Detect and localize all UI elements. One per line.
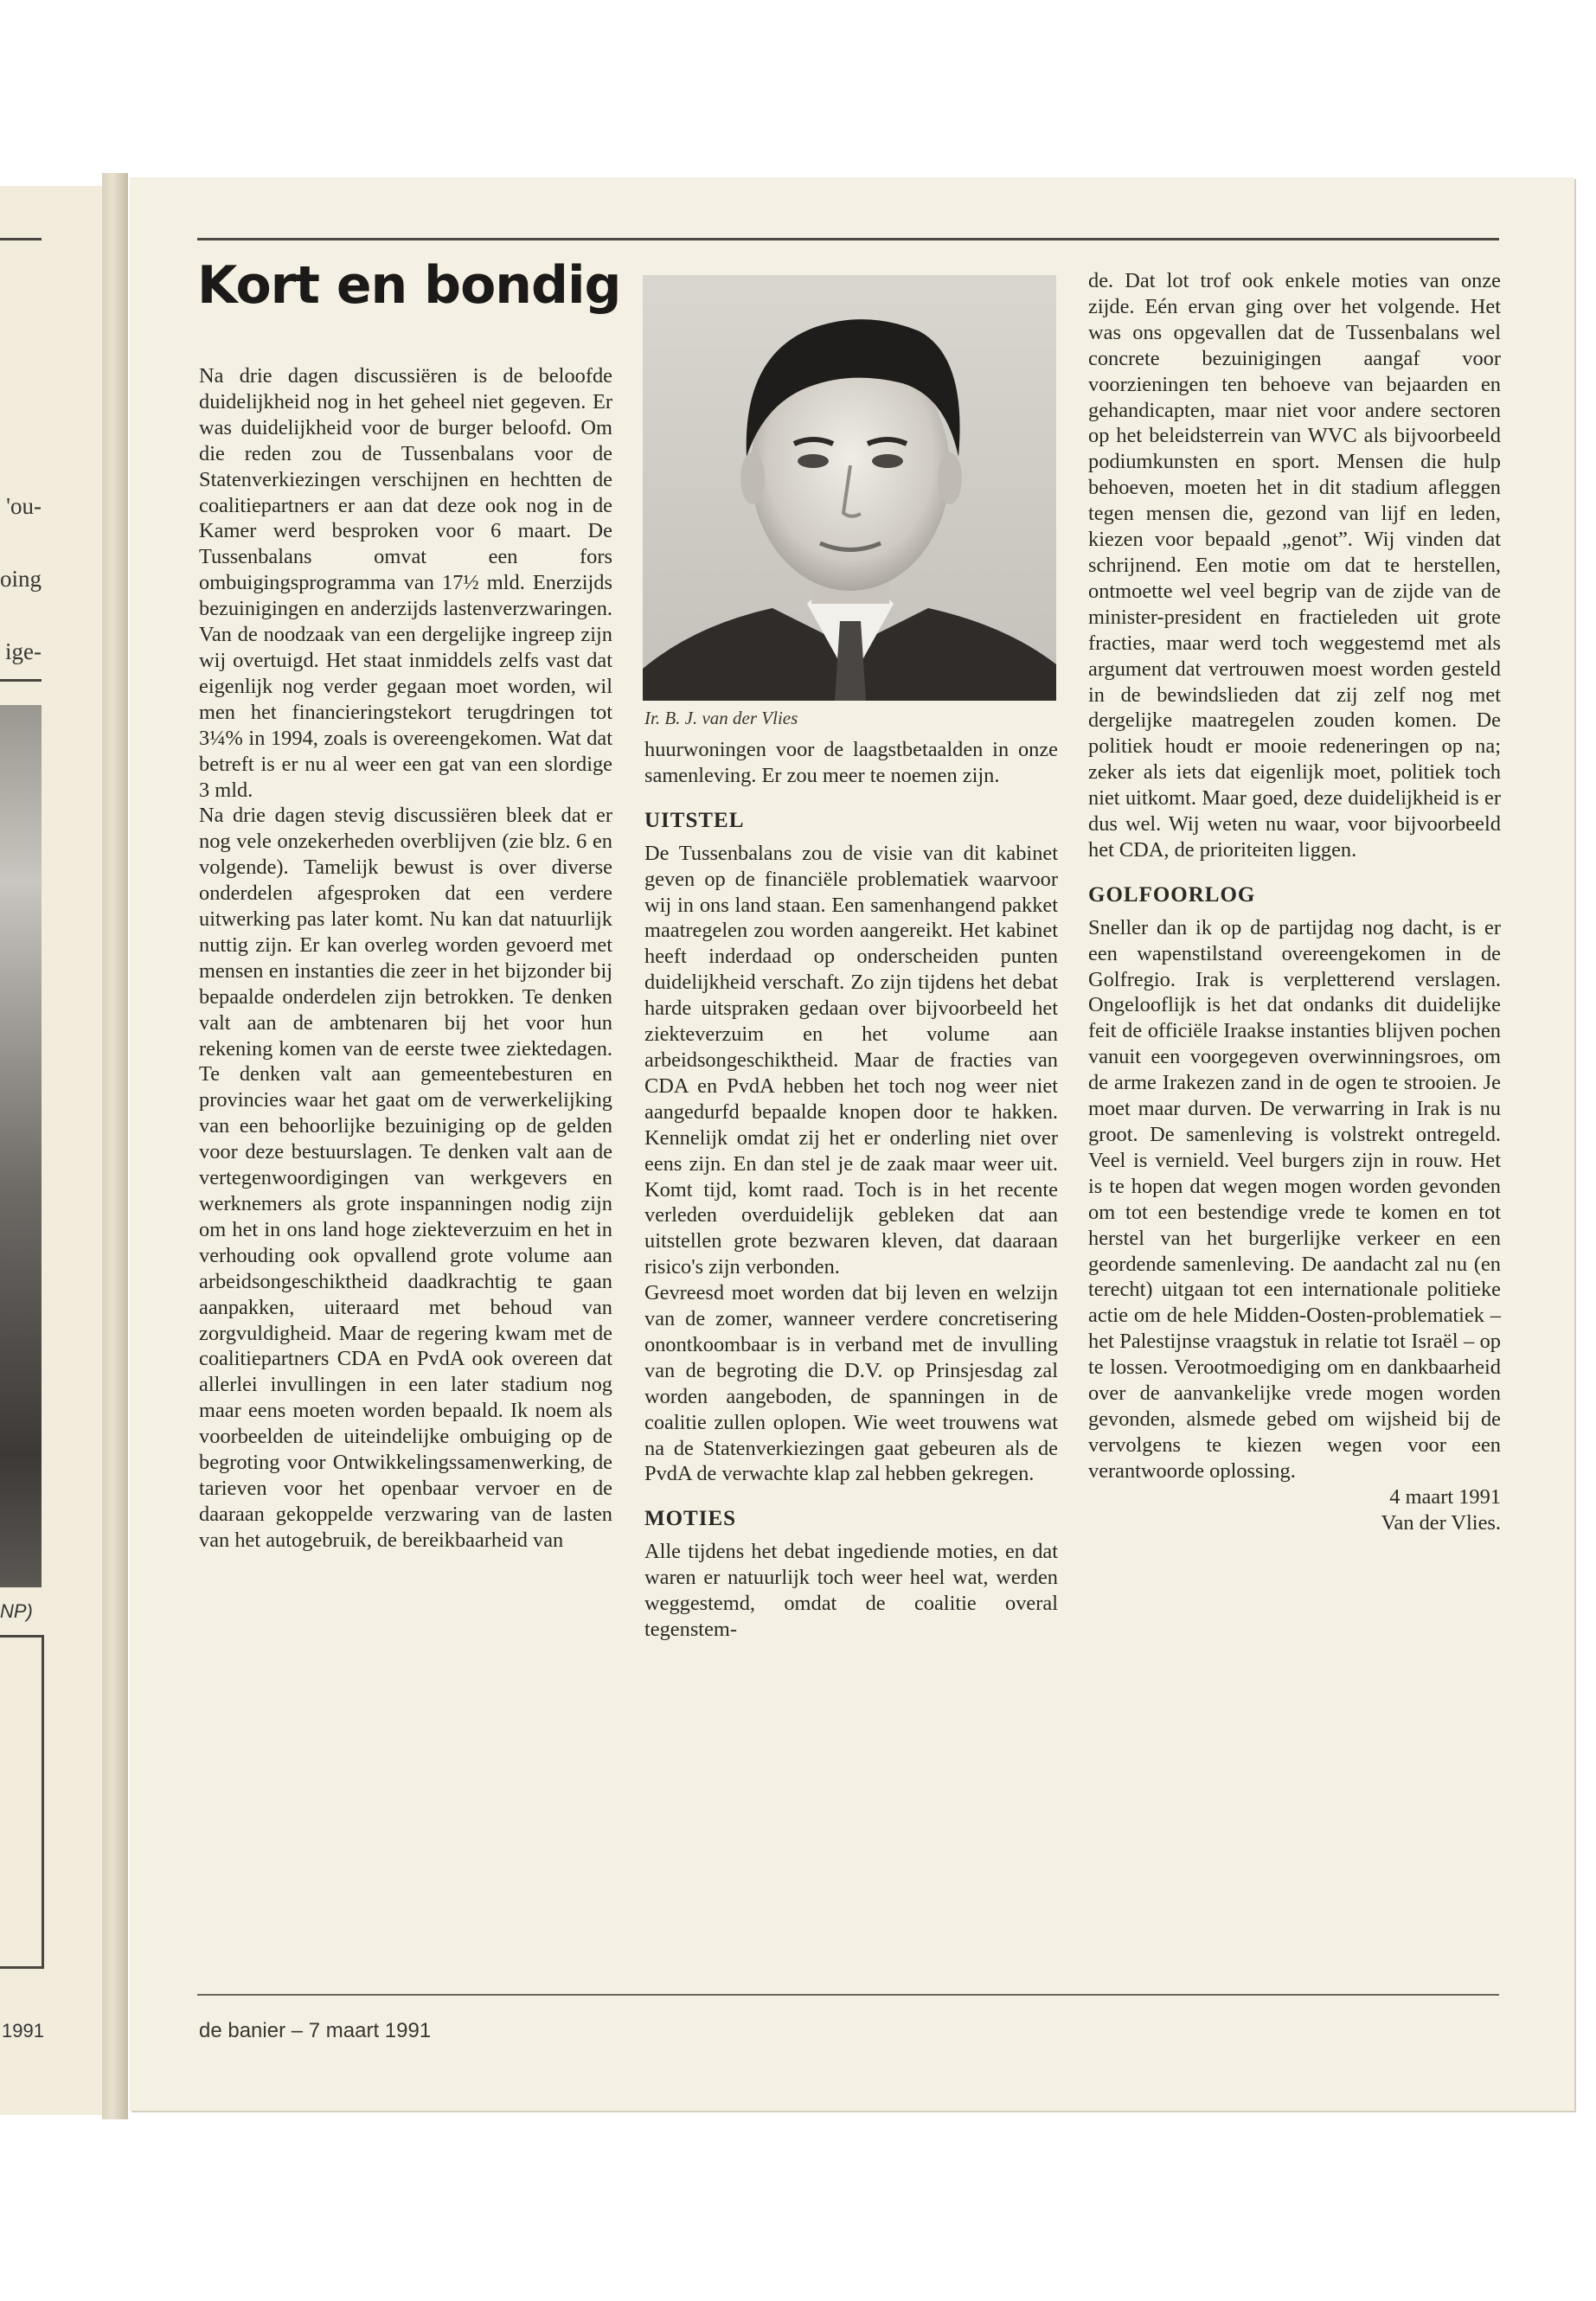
fragment: 'ou-	[6, 493, 42, 519]
paragraph: Sneller dan ik op de partijdag nog dacht, is er een wapenstilstand overeengekomen in de Golfregio. Irak is verpletterend verslagen. Ongelooflijk is het dat ondanks dit duidelijke feit de officiële Iraakse instanties blijven pochen vanuit een voorgegeven overwinningsroes, om de arme Irakezen zand in de ogen te strooien. Je moet maar durven. De verwarring in Irak is nu groot. De samenleving is volstrekt ontregeld. Veel is vernield. Veel burgers zijn in rouw. Het is te hopen dat wegen mogen worden gevonden om tot een bestendige vrede te komen en tot herstel van het burgerlijke verkeer en een geordende samenleving. De aandacht zal nu (en terecht) uitgaan tot een internationale politieke actie om de hele Midden-Oosten-problematiek – het Palestijnse vraagstuk in relatie tot Israël – op te lossen. Verootmoediging om en dankbaarheid over de aanvankelijke vrede mogen worden gevonden, alsmede gebed om wijsheid bij de vervolgens te kiezen wegen voor een verantwoorde oplossing.	[1088, 915, 1501, 1483]
portrait-image	[643, 275, 1056, 701]
article-title: Kort en bondig	[197, 255, 621, 316]
column-1	[199, 363, 612, 1554]
paragraph: De Tussenbalans zou de visie van dit kabinet geven op de financiële problematiek waarvoor wij in ons land staan. Een samenhangend pakket maatregelen zou worden aangereikt. Het kabinet heeft inderdaad op onderscheiden punten duidelijkheid verschaft. Zo zijn tijdens het debat harde uitspraken gedaan over bijvoorbeeld het ziekteverzuim en het volume aan arbeidsongeschiktheid. Maar de fracties van CDA en PvdA hebben het toch nog weer niet aangedurfd bepaalde knopen door te hakken. Kennelijk omdat zij het er onderling niet over eens zijn. En dan stel je de zaak maar weer uit. Komt tijd, komt raad. Toch is in het recente verleden overduidelijk gebleken dat aan uitstellen grote bezwaren kleven, dat daaraan risico's zijn verbonden.	[644, 841, 1058, 1279]
section-heading-uitstel: UITSTEL	[644, 808, 745, 832]
photo-caption: Ir. B. J. van der Vlies	[644, 708, 798, 728]
previous-page-photo	[0, 705, 42, 1587]
paragraph: Na drie dagen stevig discussiëren bleek dat er nog vele onzekerheden overblijven (zie blz. 6 en volgende). Tamelijk bewust is over diverse onderdelen afgesproken dat een verdere uitwerking pas later komt. Nu kan dat natuurlijk nuttig zijn. Er kan overleg worden gevoerd met mensen en instanties die zeer in het bijzonder bij bepaalde onderdelen zijn betrokken. Te denken valt aan de ambtenaren bij het voor hun rekening komen van de eerste twee ziektedagen. Te denken valt aan gemeentebesturen en provincies waar het gaat om de verwerkelijking van een behoorlijke bezuiniging op de gelden voor deze bestuurslagen. Te denken valt aan de vertegenwoordigingen van werkgevers en werknemers als grote inspanningen nodig zijn om het in ons land hoge ziekteverzuim en het in verhouding ook opvallend grote volume aan arbeidsongeschiktheid daadkrachtig te gaan aanpakken, uiteraard met behoud van zorgvuldigheid. Maar de regering kwam met de coalitiepartners CDA en PvdA ook overeen dat allerlei invullingen in een later stadium nog maar eens moeten worden bepaald. Ik noem als voorbeelden de uiteindelijke ombuiging op de begroting voor Ontwikkelingssamenwerking, de tarieven voor het openbaar vervoer en de daaraan gekoppelde verzwaring van de lasten van het autogebruik, de bereikbaarheid van	[199, 804, 612, 1552]
portrait-photo	[643, 275, 1056, 701]
paragraph: Na drie dagen discussiëren is de beloofde duidelijkheid nog in het geheel niet gegeven. Er was duidelijkheid voor de burger beloofd. Om die reden zou de Tussenbalans voor de Statenverkiezingen verschijnen en hechtten de coalitiepartners er aan dat deze ook nog in de Kamer werd besproken voor 6 maart. De Tussenbalans omvat een fors ombuigingsprogramma van 17½ mld. Enerzijds bezuinigingen en anderzijds lastenverzwaringen. Van de noodzaak van een dergelijke ingreep zijn wij overtuigd. Het staat inmiddels zelfs vast dat eigenlijk nog verder gegaan moet worden, wil men het financieringstekort terugdringen tot 3¼% in 1994, zoals is overeengekomen. Wat dat betreft is er nu al weer een gat van een slordige 3 mld.	[199, 364, 612, 802]
sign-name: Van der Vlies.	[1381, 1510, 1501, 1535]
paragraph: Gevreesd moet worden dat bij leven en welzijn van de zomer, wanneer verdere concretisering onontkoombaar is in verband met de invulling van de begroting die D.V. op Prinsjesdag zal worden aangeboden, de spanningen in de coalitie zullen oplopen. Wie weet trouwens wat na de Statenverkiezingen gaat gebeuren als de PvdA de verwachte klap zal hebben gekregen.	[644, 1281, 1058, 1486]
page-gutter	[102, 173, 128, 2119]
fragment: ige-	[5, 638, 42, 664]
section-heading-moties: MOTIES	[644, 1507, 737, 1531]
previous-page-box	[0, 1635, 44, 1969]
paragraph: de. Dat lot trof ook enkele moties van onze zijde. Eén ervan ging over het volgende. Het was ons opgevallen dat de Tussenbalans wel concrete bezuinigingen aangaf voor voorzieningen ten behoeve van bejaarden en gehandicapten, maar niet voor andere sectoren op het beleidsterrein van WVC als bijvoorbeeld podiumkunsten en sport. Mensen die hulp behoeven, moeten het in dit stadium afleggen tegen mensen die, gezond van lijf en leden, kiezen voor bepaald „genot”. Wij vinden dat schrijnend. Een motie om dat te herstellen, ontmoette wel veel begrip van de zijde van de minister-president en fractieleden uit grote fracties, maar werd toch weggestemd met als argument dat vertrouwen moest worden gesteld in de bewindslieden dat zij zelf nog met dergelijke maatregelen zouden komen. De politiek houdt er mooie redeneringen op na; zeker als iets dat eigenlijk moet, politiek toch niet uitkomt. Maar goed, deze duidelijkheid is er dus wel. Wij weten nu waar, voor bijvoorbeeld het CDA, de prioriteiten liggen.	[1088, 269, 1501, 862]
previous-page-rule	[0, 238, 42, 240]
previous-page-strip	[0, 186, 102, 2115]
fragment: oing	[0, 566, 42, 592]
footer-text: de banier – 7 maart 1991	[199, 2019, 432, 2042]
section-heading-golfoorlog: GOLFOORLOG	[1088, 882, 1256, 907]
previous-page-rule	[0, 679, 42, 682]
column-3	[1088, 268, 1501, 1536]
bottom-rule	[197, 1994, 1499, 1996]
paragraph: Alle tijdens het debat ingediende moties, en dat waren er natuurlijk toch weer heel wat, werden weggestemd, omdat de coalitie overal tegenstem-	[644, 1540, 1058, 1641]
previous-page-caption: NP)	[0, 1600, 33, 1622]
column-2	[644, 737, 1058, 1643]
top-rule	[197, 238, 1499, 240]
paragraph: huurwoningen voor de laagstbetaalden in onze samenleving. Er zou meer te noemen zijn.	[644, 738, 1058, 787]
previous-page-number: 1991	[2, 2020, 44, 2041]
sign-date: 4 maart 1991	[1389, 1484, 1501, 1509]
